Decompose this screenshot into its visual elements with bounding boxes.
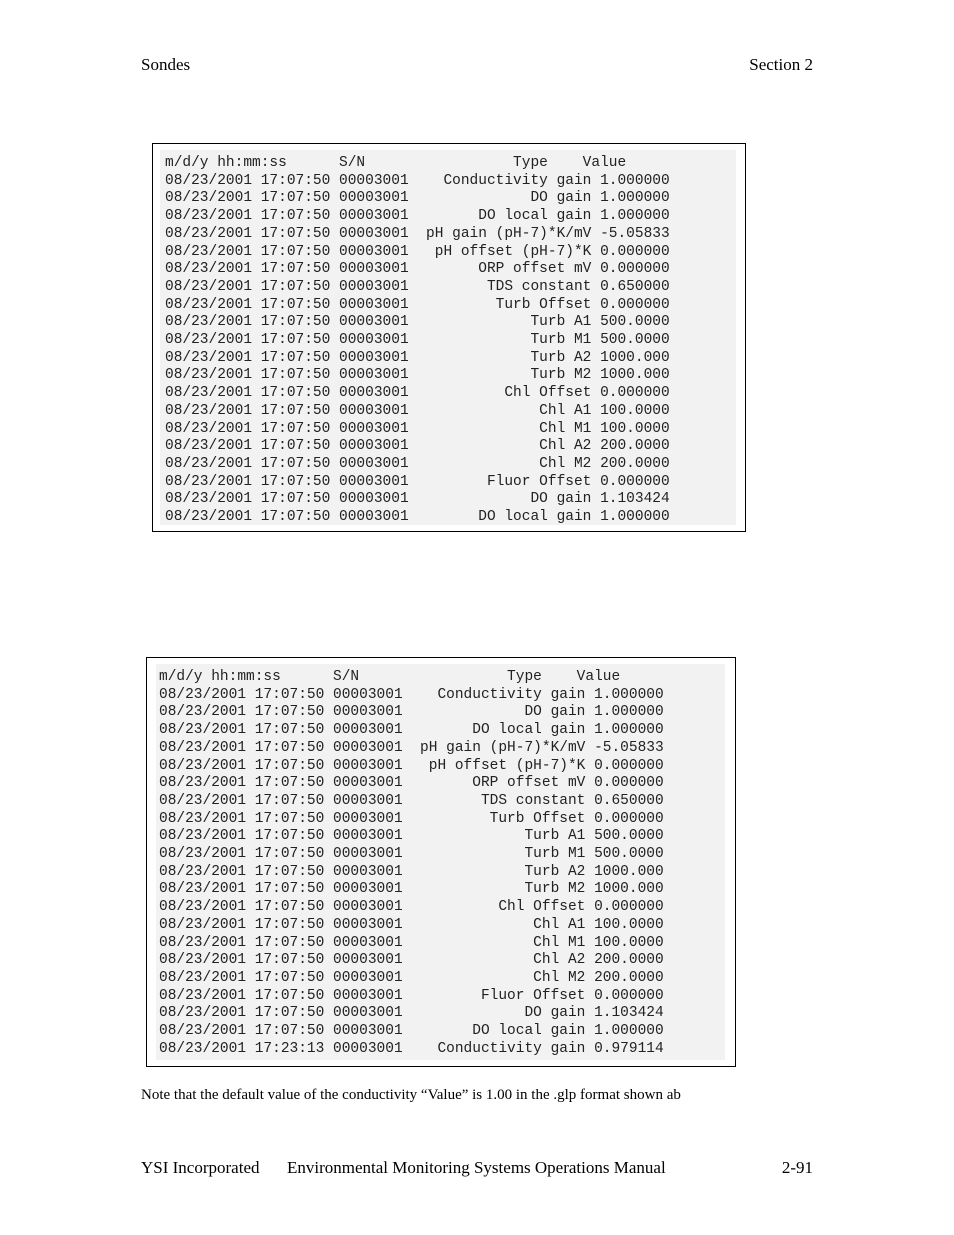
log-row: 08/23/2001 17:07:50 00003001 pH gain (pH-7)*K/mV -5.05833 xyxy=(159,739,664,756)
log-row: 08/23/2001 17:07:50 00003001 Chl Offset 0.000000 xyxy=(165,385,670,402)
log-row: 08/23/2001 17:07:50 00003001 DO local gain 1.000000 xyxy=(165,208,670,225)
log-row: 08/23/2001 17:07:50 00003001 Turb A1 500.0000 xyxy=(159,828,664,845)
log-header-row: m/d/y hh:mm:ss S/N Type Value xyxy=(165,155,627,171)
log-row: 08/23/2001 17:07:50 00003001 ORP offset mV 0.000000 xyxy=(159,775,664,792)
log-row: 08/23/2001 17:07:50 00003001 DO local gain 1.000000 xyxy=(159,1023,664,1040)
log-row: 08/23/2001 17:07:50 00003001 Turb A2 1000.000 xyxy=(159,863,664,880)
log-row: 08/23/2001 17:07:50 00003001 DO gain 1.000000 xyxy=(165,190,670,207)
log-row: 08/23/2001 17:07:50 00003001 DO gain 1.103424 xyxy=(165,491,670,508)
log-row: 08/23/2001 17:07:50 00003001 Turb A1 500.0000 xyxy=(165,314,670,331)
log-row: 08/23/2001 17:07:50 00003001 Turb Offset 0.000000 xyxy=(165,296,670,313)
log-row: 08/23/2001 17:07:50 00003001 Chl M1 100.0000 xyxy=(159,934,664,951)
log-row: 08/23/2001 17:07:50 00003001 Chl Offset 0.000000 xyxy=(159,899,664,916)
body-note: Note that the default value of the conductivity “Value” is 1.00 in the .glp format shown ab xyxy=(141,1087,681,1103)
log-row: 08/23/2001 17:07:50 00003001 DO gain 1.000000 xyxy=(159,704,664,721)
log-row: 08/23/2001 17:07:50 00003001 pH offset (pH-7)*K 0.000000 xyxy=(165,243,670,260)
log-box-1 xyxy=(152,143,746,532)
log-row: 08/23/2001 17:07:50 00003001 DO gain 1.103424 xyxy=(159,1005,664,1022)
log-row: 08/23/2001 17:07:50 00003001 Turb Offset 0.000000 xyxy=(159,810,664,827)
log-row: 08/23/2001 17:07:50 00003001 ORP offset mV 0.000000 xyxy=(165,261,670,278)
page-header-right: Section 2 xyxy=(749,55,813,74)
log-header-row: m/d/y hh:mm:ss S/N Type Value xyxy=(159,669,621,685)
log-listing-2 xyxy=(159,669,664,1058)
log-box-1-background xyxy=(160,150,736,525)
log-row: 08/23/2001 17:07:50 00003001 DO local gain 1.000000 xyxy=(165,509,670,526)
log-row: 08/23/2001 17:07:50 00003001 Chl A2 200.0000 xyxy=(159,952,664,969)
log-row: 08/23/2001 17:07:50 00003001 Chl A1 100.0000 xyxy=(159,916,664,933)
footer-company: YSI Incorporated xyxy=(141,1158,260,1177)
log-row: 08/23/2001 17:07:50 00003001 pH offset (pH-7)*K 0.000000 xyxy=(159,757,664,774)
log-listing-1 xyxy=(165,155,670,527)
log-row: 08/23/2001 17:07:50 00003001 DO local gain 1.000000 xyxy=(159,722,664,739)
log-row: 08/23/2001 17:07:50 00003001 TDS constant 0.650000 xyxy=(165,278,670,295)
log-box-2 xyxy=(146,657,736,1067)
log-row: 08/23/2001 17:07:50 00003001 Chl A1 100.0000 xyxy=(165,402,670,419)
log-row: 08/23/2001 17:07:50 00003001 Chl M2 200.0000 xyxy=(159,969,664,986)
footer-page-number: 2-91 xyxy=(781,1158,813,1177)
log-row: 08/23/2001 17:07:50 00003001 Turb M1 500.0000 xyxy=(159,846,664,863)
log-row: 08/23/2001 17:07:50 00003001 Fluor Offset 0.000000 xyxy=(159,987,664,1004)
page-header-left: Sondes xyxy=(141,55,191,74)
log-row: 08/23/2001 17:07:50 00003001 TDS constant 0.650000 xyxy=(159,792,664,809)
log-row: 08/23/2001 17:07:50 00003001 Turb A2 1000.000 xyxy=(165,349,670,366)
log-row: 08/23/2001 17:07:50 00003001 Turb M1 500.0000 xyxy=(165,332,670,349)
log-row: 08/23/2001 17:07:50 00003001 Conductivity gain 1.000000 xyxy=(165,172,670,189)
log-box-2-background xyxy=(156,664,725,1060)
log-row: 08/23/2001 17:07:50 00003001 Fluor Offset 0.000000 xyxy=(165,473,670,490)
log-row: 08/23/2001 17:07:50 00003001 Chl M2 200.0000 xyxy=(165,455,670,472)
log-row: 08/23/2001 17:07:50 00003001 pH gain (pH-7)*K/mV -5.05833 xyxy=(165,225,670,242)
log-row: 08/23/2001 17:07:50 00003001 Conductivity gain 1.000000 xyxy=(159,686,664,703)
log-row: 08/23/2001 17:07:50 00003001 Chl A2 200.0000 xyxy=(165,438,670,455)
footer-manual-title: Environmental Monitoring Systems Operations Manual xyxy=(287,1158,666,1177)
log-row: 08/23/2001 17:07:50 00003001 Chl M1 100.0000 xyxy=(165,420,670,437)
log-row: 08/23/2001 17:07:50 00003001 Turb M2 1000.000 xyxy=(165,367,670,384)
log-row: 08/23/2001 17:23:13 00003001 Conductivity gain 0.979114 xyxy=(159,1040,664,1057)
log-row: 08/23/2001 17:07:50 00003001 Turb M2 1000.000 xyxy=(159,881,664,898)
